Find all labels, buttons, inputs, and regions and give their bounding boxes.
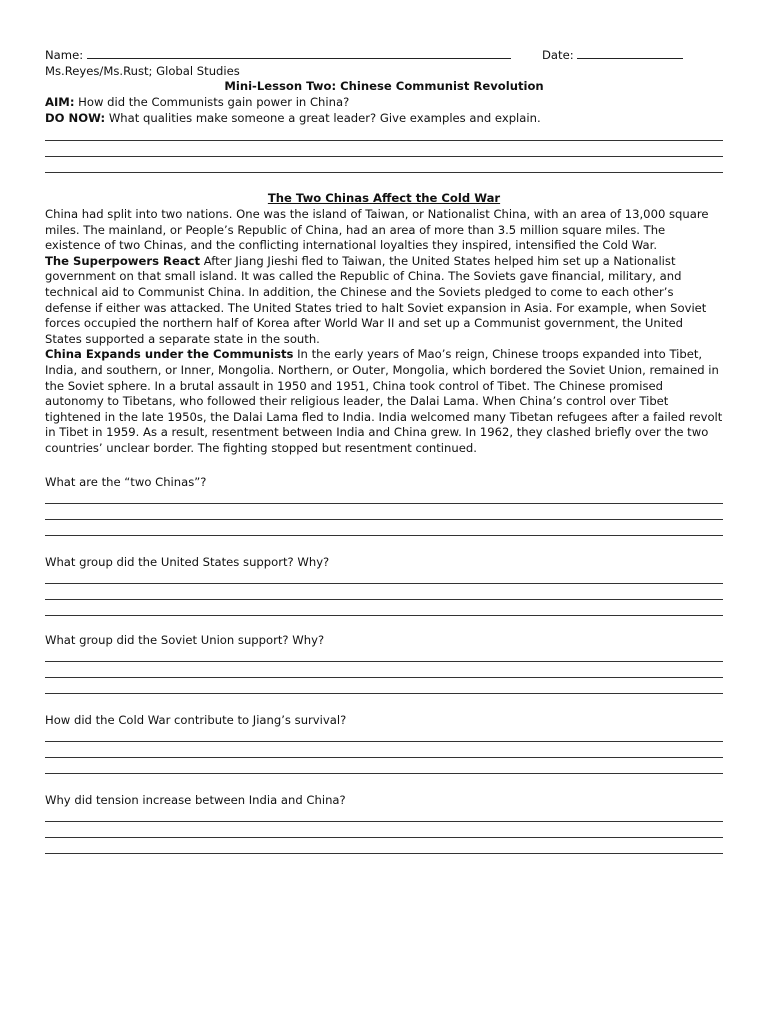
date-blank[interactable] [577, 46, 683, 59]
answer-line[interactable] [45, 693, 723, 694]
question-4: How did the Cold War contribute to Jiang’s survival? [45, 713, 347, 727]
donow-answer-line[interactable] [45, 156, 723, 157]
question-2: What group did the United States support? Why? [45, 555, 330, 569]
donow-label: DO NOW: [45, 111, 106, 125]
reading-title: The Two Chinas Affect the Cold War [267, 191, 501, 205]
question-5: Why did tension increase between India and China? [45, 793, 346, 807]
donow-line [45, 111, 541, 127]
aim-label: AIM: [45, 95, 75, 109]
answer-line[interactable] [45, 661, 723, 662]
answer-line[interactable] [45, 519, 723, 520]
answer-line[interactable] [45, 821, 723, 822]
answer-line[interactable] [45, 615, 723, 616]
section-text: After Jiang Jieshi fled to Taiwan, the United States helped him set up a Nationalist government on that small island. It was called the Republic of China. The Soviets gave financial, military, and technical aid to Communist China. In addition, the Chinese and the Soviets pledged to come to each other’s defense if either was attacked. The United States tried to halt Soviet expansion in Asia. For example, when Soviet forces occupied the northern half of Korea after World War II and set up a Communist government, the United States supported a separate state in the south. [45, 253, 707, 346]
teacher-line: Ms.Reyes/Ms.Rust; Global Studies [45, 64, 240, 78]
answer-line[interactable] [45, 853, 723, 854]
donow-answer-line[interactable] [45, 140, 723, 141]
date-label: Date: [542, 48, 574, 62]
aim-line [45, 95, 349, 111]
date-row [542, 46, 683, 64]
section-text: In the early years of Mao’s reign, Chinese troops expanded into Tibet, India, and southern, or Inner, Mongolia. Northern, or Outer, Mongolia, which bordered the Soviet Union, remained in the Soviet sphere. In a brutal assault in 1950 and 1951, China took control of Tibet. The Chinese promised autonomy to Tibetans, who followed their religious leader, the Dalai Lama. When China’s control over Tibet tightened in the late 1950s, the Dalai Lama fled to India. India welcomed many Tibetan refugees after a failed revolt in Tibet in 1959. As a result, resentment between India and China grew. In 1962, they clashed briefly over the two countries’ unclear border. The fighting stopped but resentment continued. [45, 347, 723, 455]
section-heading: The Superpowers React [45, 253, 201, 268]
answer-line[interactable] [45, 535, 723, 536]
question-3: What group did the Soviet Union support? Why? [45, 633, 325, 647]
aim-text: How did the Communists gain power in China? [74, 95, 350, 109]
donow-answer-line[interactable] [45, 172, 723, 173]
reading-body [45, 207, 723, 457]
lesson-title: Mini-Lesson Two: Chinese Communist Revolution [224, 79, 544, 93]
reading-paragraph-2 [45, 254, 723, 348]
answer-line[interactable] [45, 741, 723, 742]
reading-paragraph-1: China had split into two nations. One was the island of Taiwan, or Nationalist China, with an area of 13,000 square miles. The mainland, or People’s Republic of China, had an area of more than 3.5 million square miles. The existence of two Chinas, and the conflicting international loyalties they inspired, intensified the Cold War. [45, 207, 709, 253]
answer-line[interactable] [45, 503, 723, 504]
answer-line[interactable] [45, 837, 723, 838]
section-heading: China Expands under the Communists [45, 347, 294, 362]
answer-line[interactable] [45, 773, 723, 774]
answer-line[interactable] [45, 757, 723, 758]
reading-paragraph-3 [45, 347, 723, 456]
donow-text: What qualities make someone a great leader? Give examples and explain. [105, 111, 541, 125]
answer-line[interactable] [45, 677, 723, 678]
name-blank[interactable] [87, 46, 511, 59]
question-1: What are the “two Chinas”? [45, 475, 207, 489]
answer-line[interactable] [45, 599, 723, 600]
name-row [45, 46, 511, 64]
answer-line[interactable] [45, 583, 723, 584]
name-label: Name: [45, 48, 84, 62]
